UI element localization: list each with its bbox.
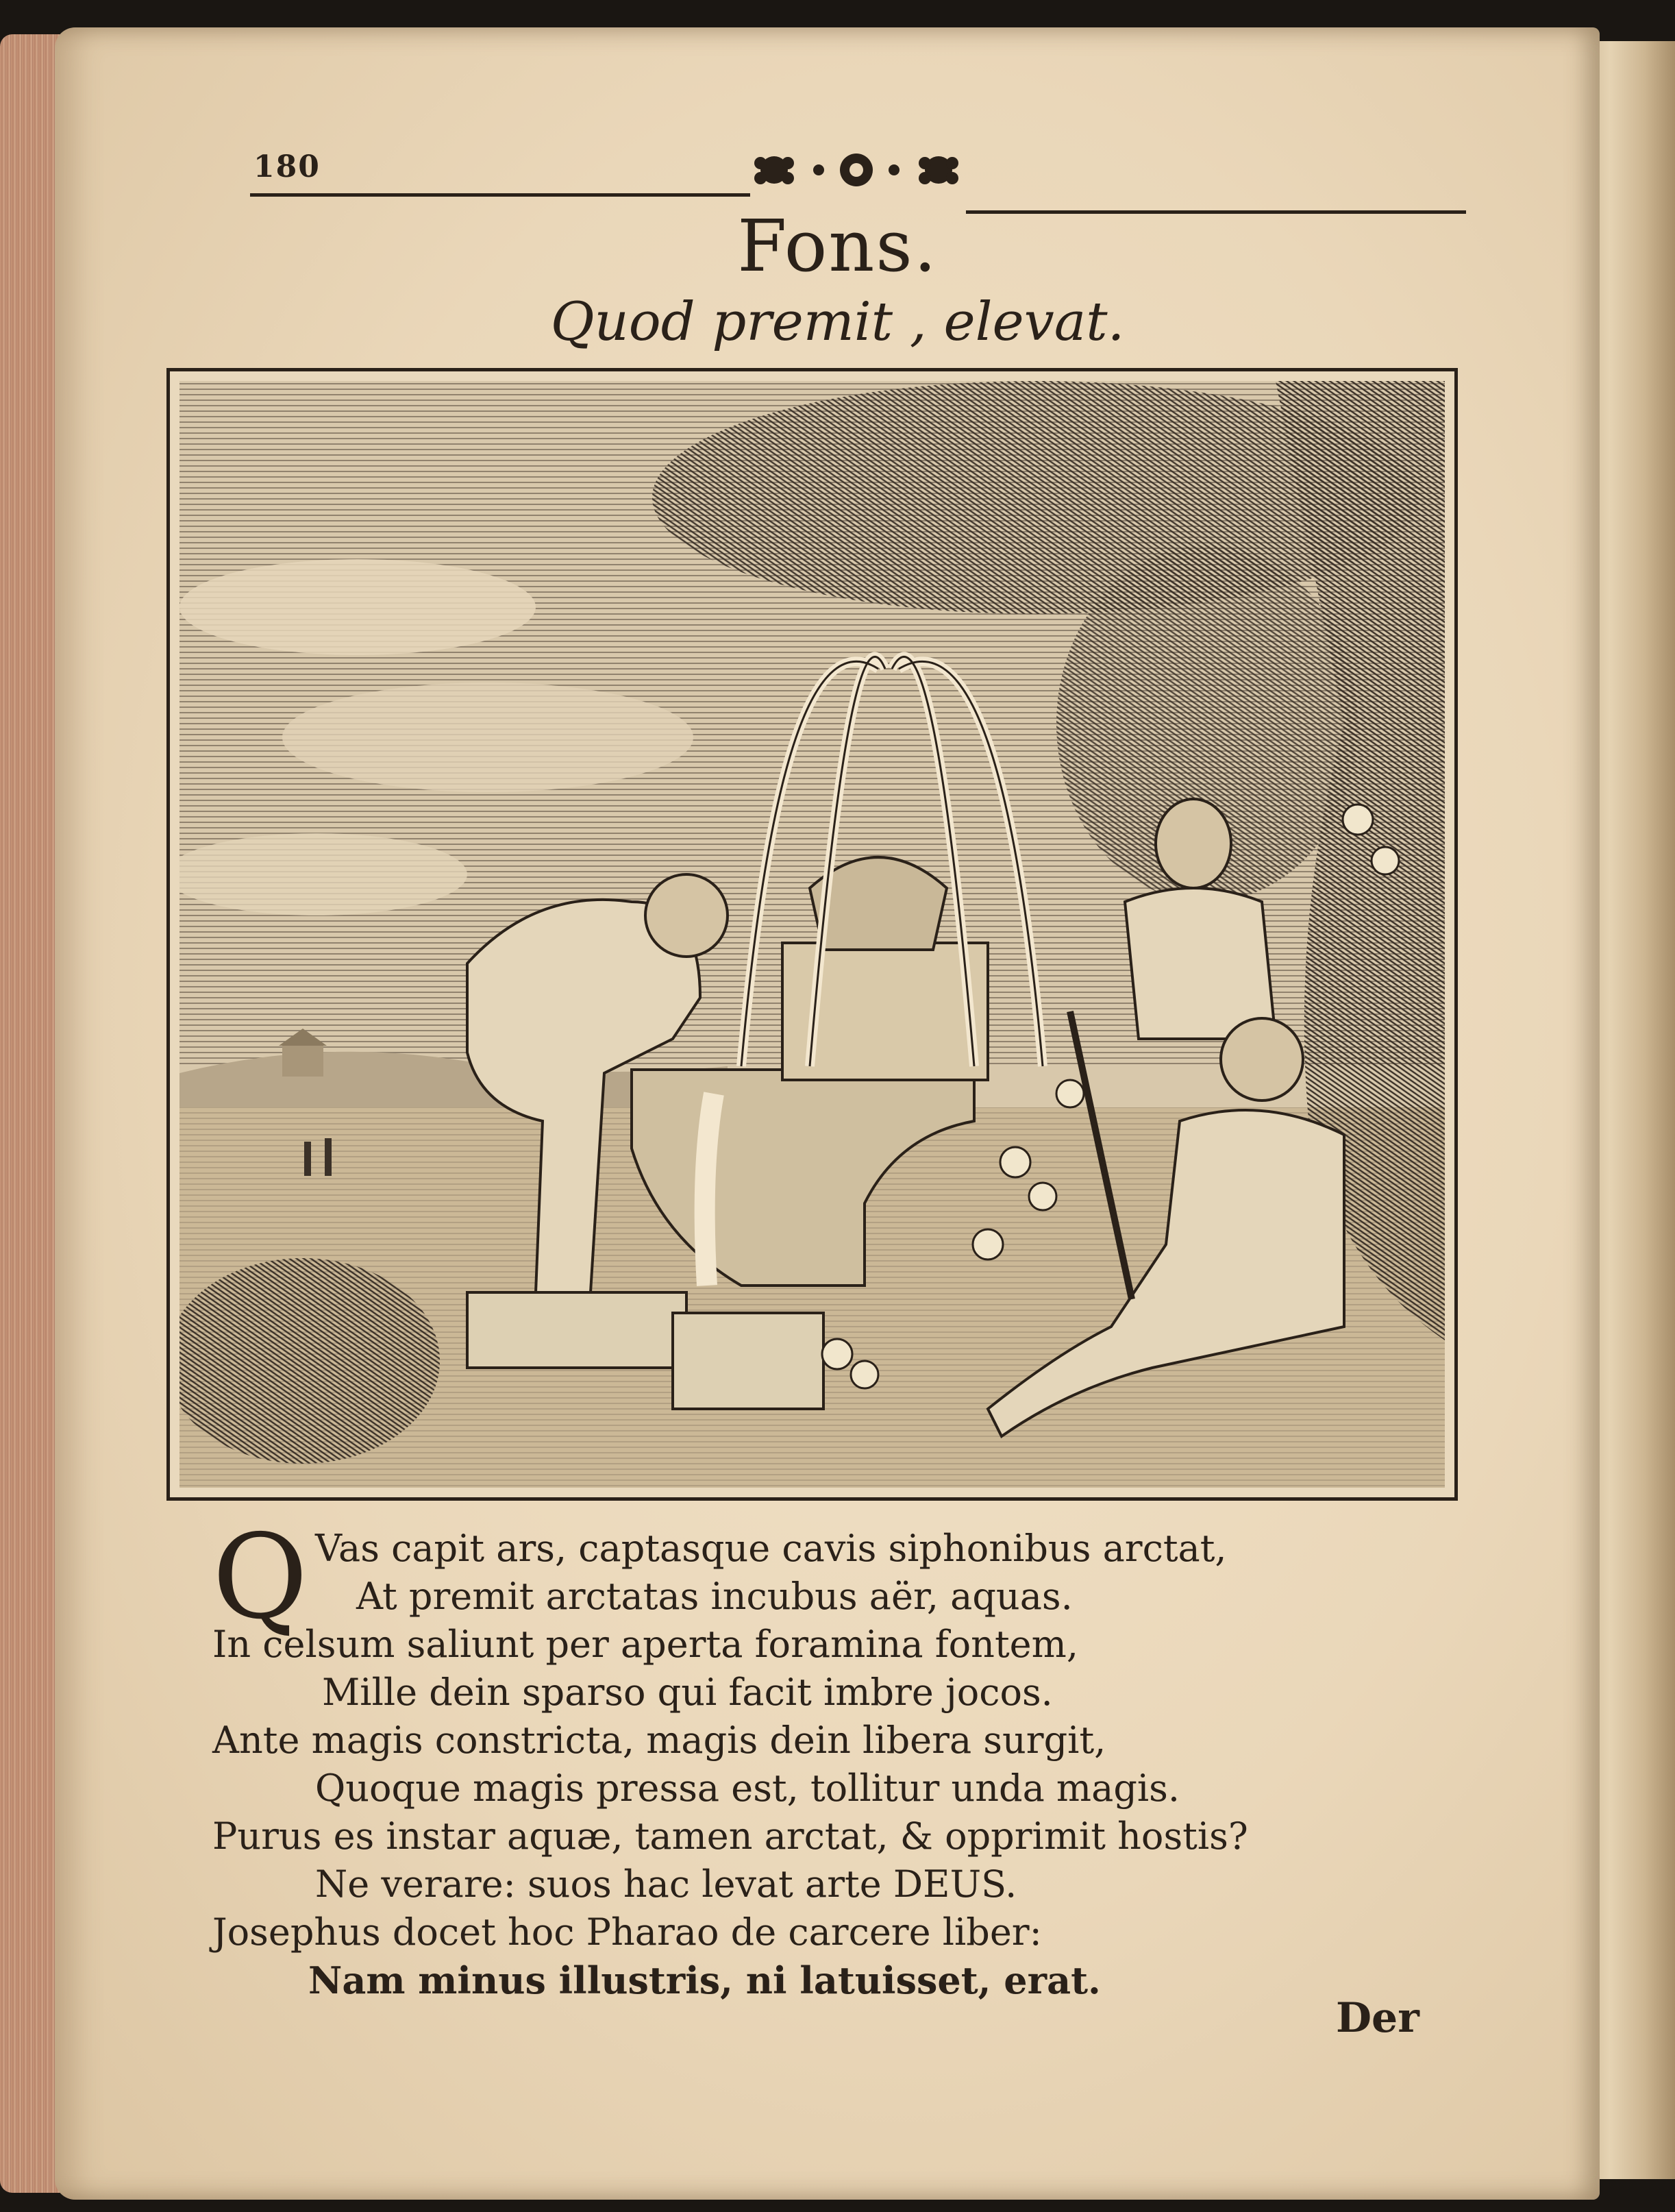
motto: Quod premit , elevat. bbox=[550, 291, 1125, 353]
poem-line: Mille dein sparso qui facit imbre jocos. bbox=[322, 1671, 1053, 1714]
poem-line: Josephus docet hoc Pharao de carcere liber: bbox=[212, 1910, 1042, 1954]
drop-cap: Q bbox=[212, 1510, 308, 1645]
fountain-engraving bbox=[179, 381, 1445, 1488]
page-title: Fons. bbox=[737, 204, 938, 288]
poem-line: Ne verare: suos hac levat arte DEUS. bbox=[315, 1863, 1017, 1906]
poem-line: Quoque magis pressa est, tollitur unda magis. bbox=[315, 1767, 1180, 1810]
page-number: 180 bbox=[253, 149, 321, 184]
poem-line: At premit arctatas incubus aër, aquas. bbox=[356, 1575, 1073, 1618]
engraving bbox=[166, 368, 1458, 1501]
ornament-icon bbox=[740, 143, 973, 197]
poem-line: Nam minus illustris, ni latuisset, erat. bbox=[308, 1958, 1101, 2002]
poem-line: Ante magis constricta, magis dein libera surgit, bbox=[212, 1719, 1106, 1762]
header-rule-left bbox=[250, 193, 750, 197]
poem-line: Vas capit ars, captasque cavis siphonibus arctat, bbox=[315, 1527, 1227, 1570]
catchword: Der bbox=[1336, 1994, 1419, 2042]
poem-line: In celsum saliunt per aperta foramina fontem, bbox=[212, 1623, 1078, 1666]
poem-line: Purus es instar aquæ, tamen arctat, & opprimit hostis? bbox=[212, 1815, 1248, 1858]
